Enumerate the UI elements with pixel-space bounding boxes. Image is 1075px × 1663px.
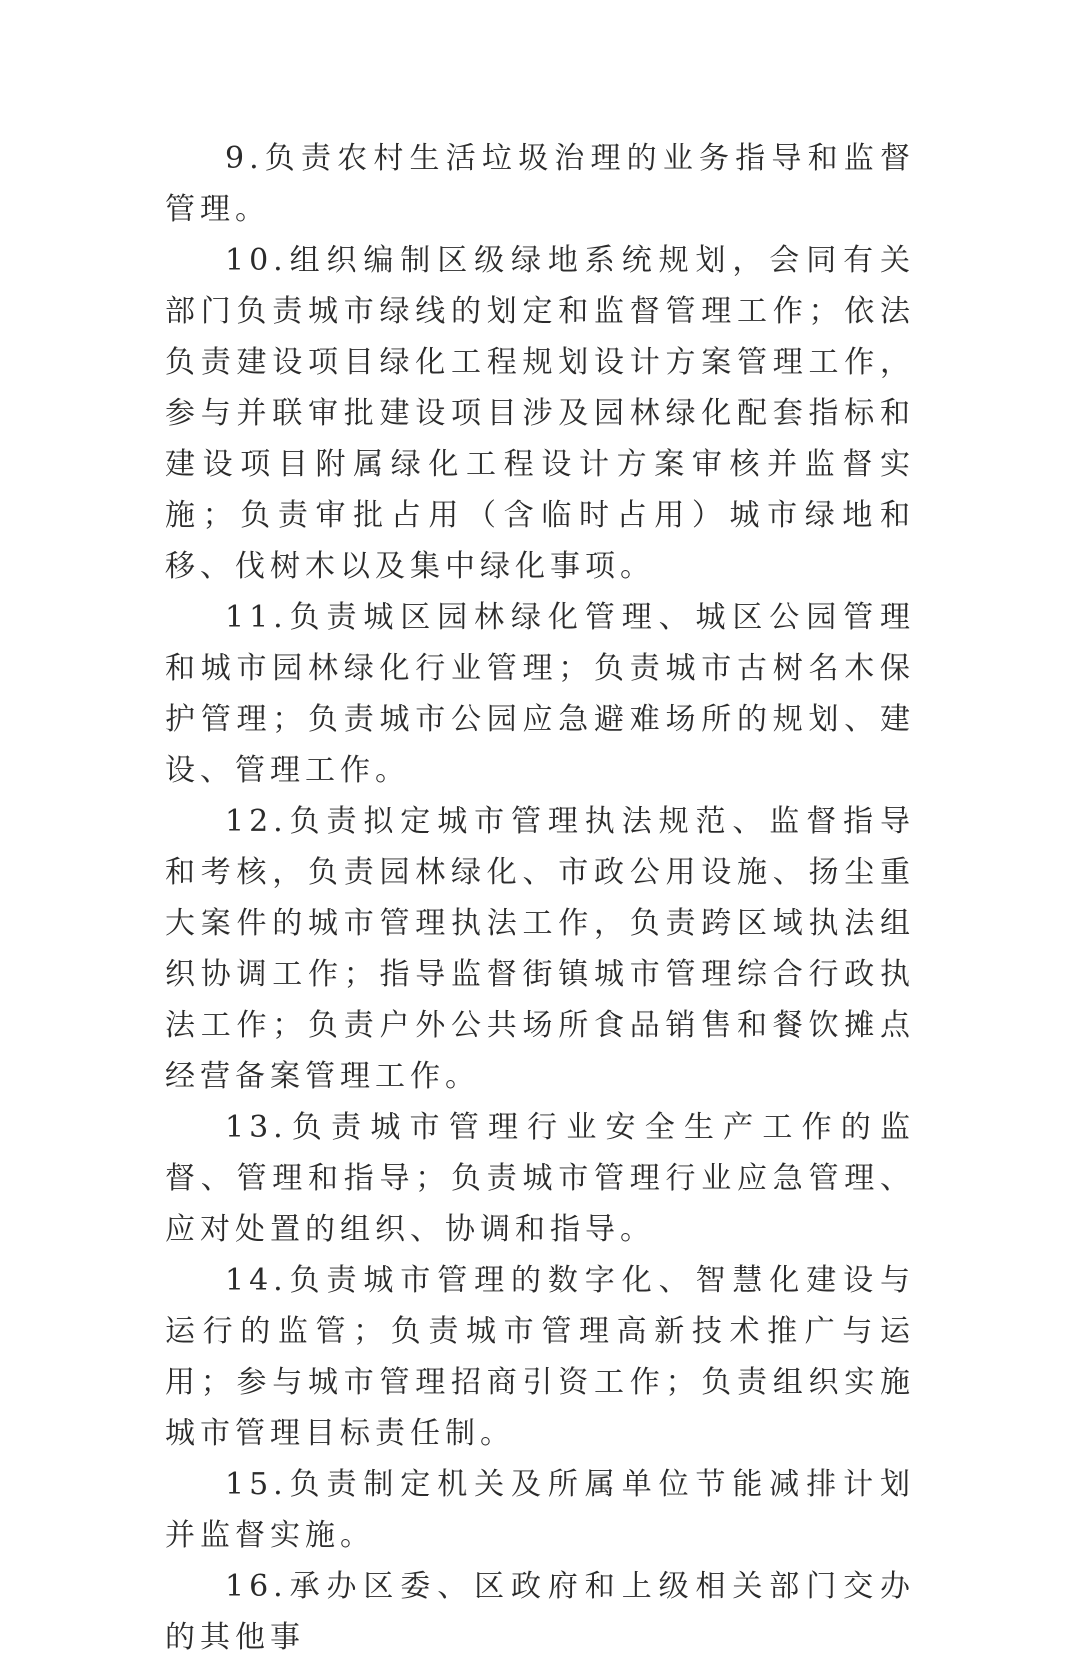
paragraph-item-11: 11.负责城区园林绿化管理、城区公园管理和城市园林绿化行业管理；负责城市古树名木保护管理；负责城市公园应急避难场所的规划、建设、管理工作。: [165, 600, 915, 788]
paragraph-item-16: 16.承办区委、区政府和上级相关部门交办的其他事: [165, 1569, 915, 1655]
paragraph-item-12: 12.负责拟定城市管理执法规范、监督指导和考核，负责园林绿化、市政公用设施、扬尘重大案件的城市管理执法工作，负责跨区域执法组织协调工作；指导监督街镇城市管理综合行政执法工作；负责户外公共场所食品销售和餐饮摊点经营备案管理工作。: [165, 804, 915, 1094]
paragraph-item-15: 15.负责制定机关及所属单位节能减排计划并监督实施。: [165, 1467, 915, 1553]
paragraph-item-9: 9.负责农村生活垃圾治理的业务指导和监督管理。: [165, 141, 915, 227]
paragraph-item-14: 14.负责城市管理的数字化、智慧化建设与运行的监管；负责城市管理高新技术推广与运用；参与城市管理招商引资工作；负责组织实施城市管理目标责任制。: [165, 1263, 915, 1451]
paragraph-item-10: 10.组织编制区级绿地系统规划，会同有关部门负责城市绿线的划定和监督管理工作；依法负责建设项目绿化工程规划设计方案管理工作，参与并联审批建设项目涉及园林绿化配套指标和建设项目附属绿化工程设计方案审核并监督实施；负责审批占用（含临时占用）城市绿地和移、伐树木以及集中绿化事项。: [165, 243, 915, 584]
document-body: [165, 133, 915, 1663]
paragraph-item-13: 13.负责城市管理行业安全生产工作的监督、管理和指导；负责城市管理行业应急管理、应对处置的组织、协调和指导。: [165, 1110, 915, 1247]
